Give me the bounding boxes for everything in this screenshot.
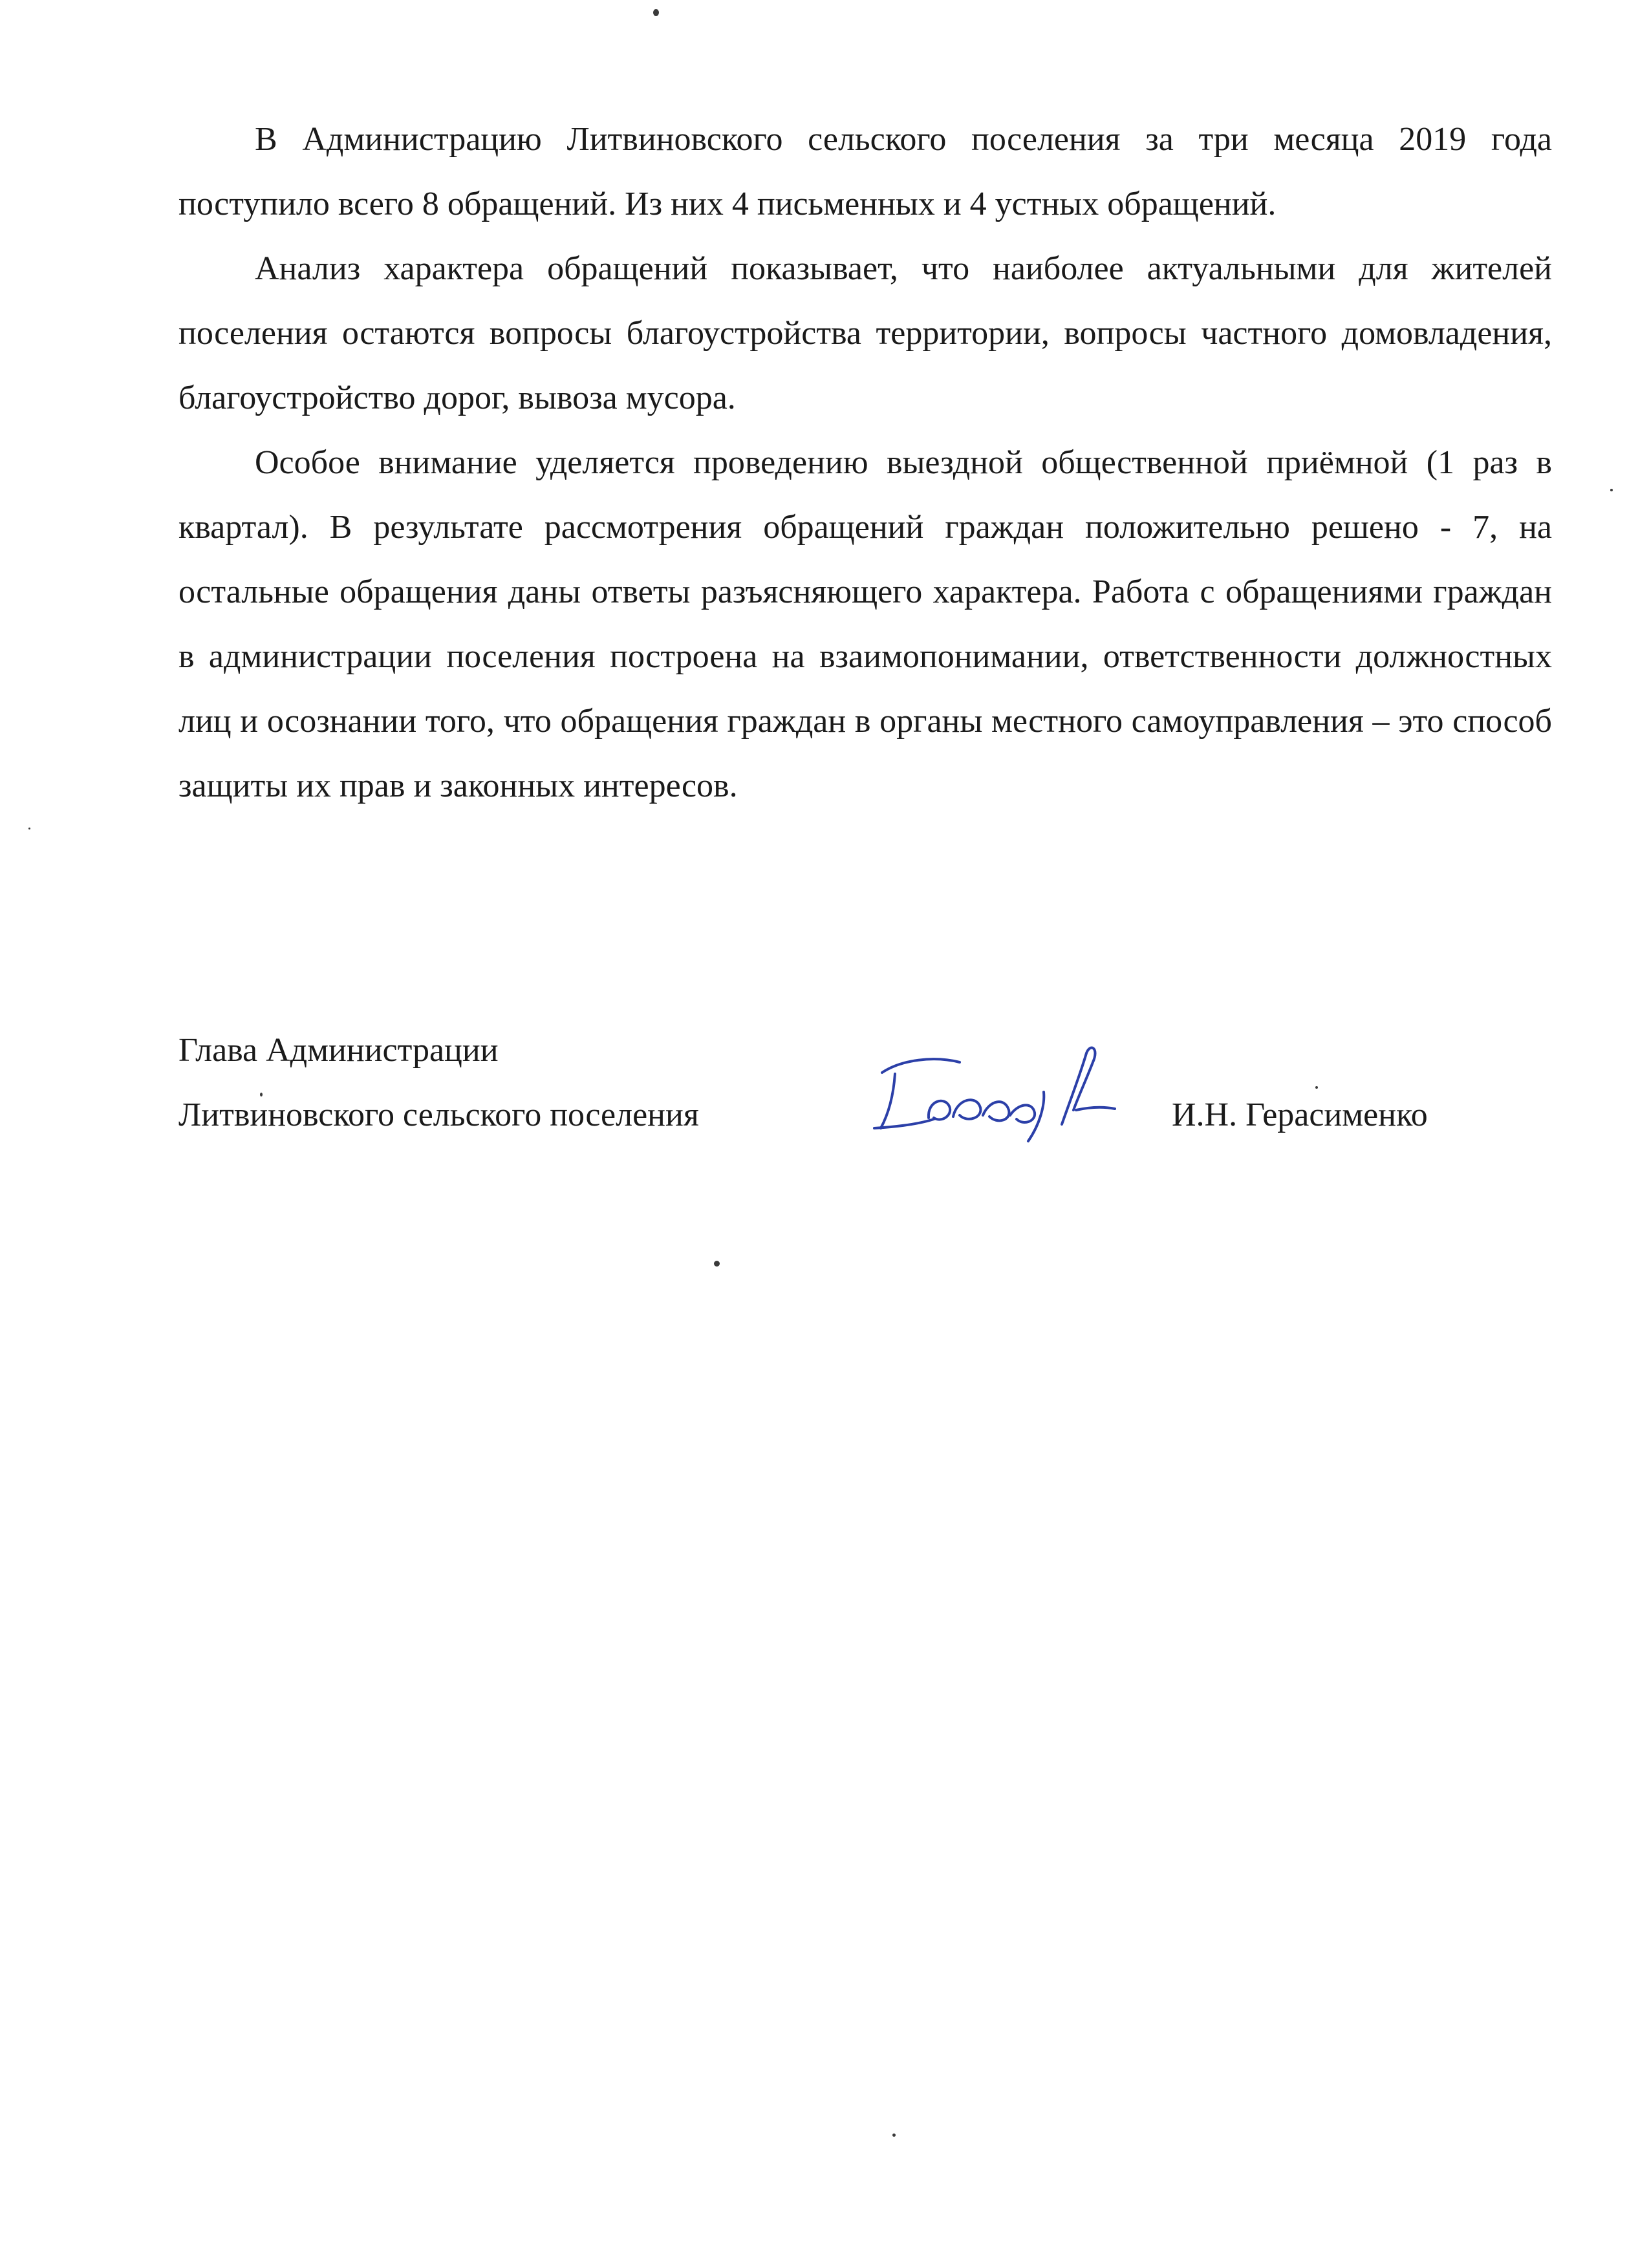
scan-speck xyxy=(28,828,30,829)
signatory-title-line-2: Литвиновского сельского поселения xyxy=(178,1097,699,1133)
signature-block xyxy=(178,1018,1552,1161)
scan-speck xyxy=(714,1261,720,1267)
scan-speck xyxy=(892,2134,896,2137)
paragraph-analysis: Анализ характера обращений показывает, что наиболее актуальными для жителей поселения остаются вопросы благоустройства территории, вопросы частного домовладения, благоустройство дорог, вывоза мусора. xyxy=(178,250,1552,416)
document-body xyxy=(178,107,1552,818)
scan-speck xyxy=(260,1093,263,1097)
handwritten-signature xyxy=(856,1034,1128,1150)
scan-speck xyxy=(653,9,659,16)
scan-speck xyxy=(1610,489,1613,491)
paragraph-intro: В Администрацию Литвиновского сельского поселения за три месяца 2019 года поступило всего 8 обращений. Из них 4 письменных и 4 устных обращений. xyxy=(178,121,1552,222)
scan-speck xyxy=(1315,1086,1318,1089)
signatory-name: И.Н. Герасименко xyxy=(1172,1097,1428,1133)
signatory-title-line-1: Глава Администрации xyxy=(178,1032,499,1069)
paragraph-results: Особое внимание уделяется проведению выездной общественной приёмной (1 раз в квартал). В результате рассмотрения обращений граждан положительно решено - 7, на остальные обращения даны ответы разъясняющего характера. Работа с обращениями граждан в администрации поселения построена на взаимопонимании, ответственности должностных лиц и осознании того, что обращения граждан в органы местного самоуправления – это способ защиты их прав и законных интересов. xyxy=(178,444,1552,804)
